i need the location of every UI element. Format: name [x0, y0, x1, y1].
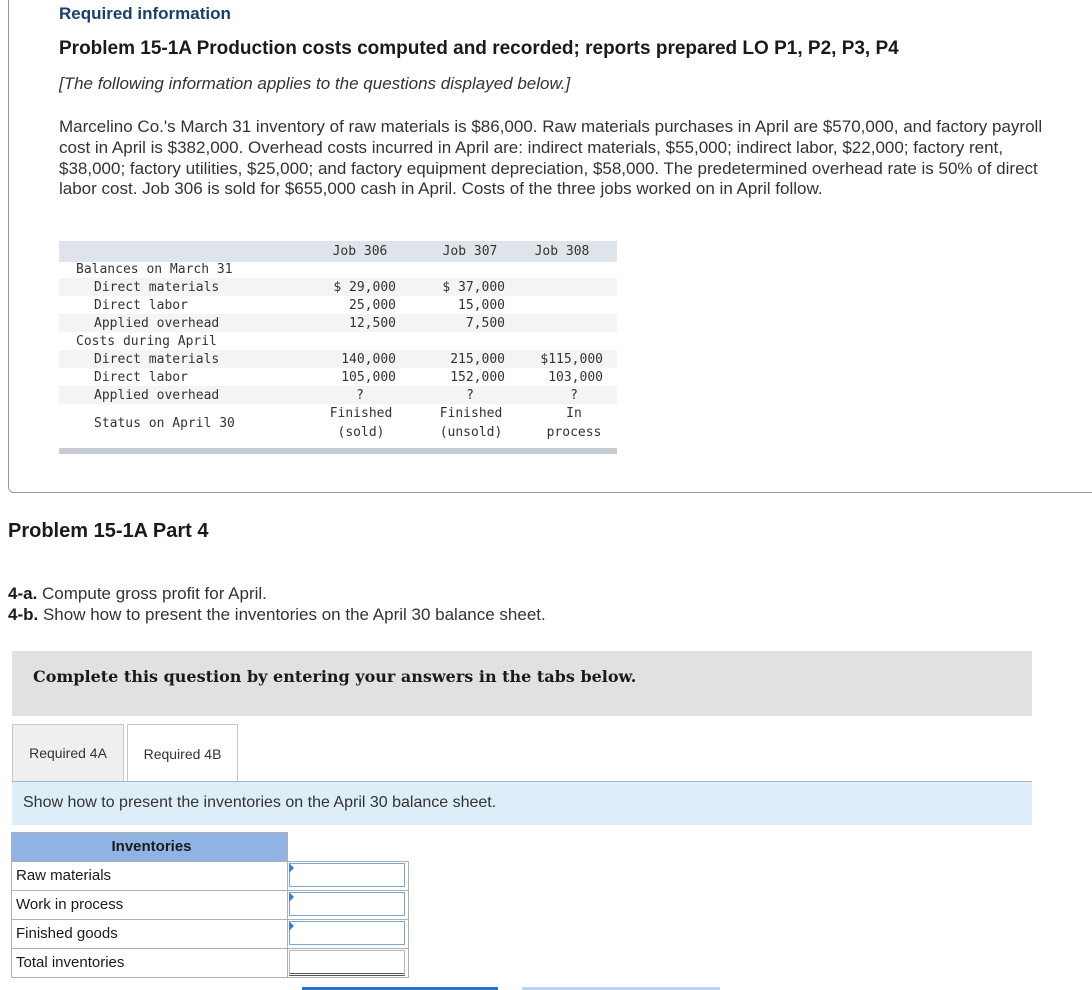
- tab-required-4b[interactable]: [127, 724, 238, 782]
- question-4a: [8, 584, 267, 604]
- tab-required-4a-label: Required 4A: [29, 745, 107, 761]
- status-306-line2: (sold): [337, 425, 385, 440]
- part-title: Problem 15-1A Part 4: [8, 520, 209, 542]
- table-row: [12, 861, 409, 890]
- instruction-bar: [12, 782, 1032, 825]
- col-header-job-308: Job 308: [534, 244, 590, 259]
- balance-dl-307: 15,000: [458, 298, 505, 313]
- question-4b-label: 4-b.: [8, 605, 39, 624]
- question-4a-label: 4-a.: [8, 584, 38, 603]
- work-in-process-label: Work in process: [12, 890, 288, 919]
- cost-oh-307: ?: [466, 388, 474, 403]
- status-308-line2: process: [546, 425, 602, 440]
- balance-dl-306: 25,000: [349, 298, 396, 313]
- col-header-job-307: Job 307: [442, 244, 498, 259]
- tab-required-4a[interactable]: [12, 724, 124, 781]
- cost-dm-306: 140,000: [341, 352, 396, 367]
- table-row: [12, 890, 409, 919]
- inventories-header: Inventories: [12, 833, 288, 862]
- section-balances-label: Balances on March 31: [76, 262, 233, 277]
- cost-dm-307: 215,000: [450, 352, 505, 367]
- cost-dl-308: 103,000: [548, 370, 603, 385]
- problem-title: Problem 15-1A Production costs computed and recorded; reports prepared LO P1, P2, P3, P4: [59, 38, 899, 59]
- cost-oh-306: ?: [356, 388, 364, 403]
- balance-dm-306: $ 29,000: [333, 280, 396, 295]
- row-label-direct-labor: Direct labor: [94, 298, 188, 313]
- finished-goods-label: Finished goods: [12, 919, 288, 948]
- raw-materials-label: Raw materials: [12, 861, 288, 890]
- complete-question-text: Complete this question by entering your answers in the tabs below.: [33, 667, 637, 686]
- cost-dm-308: $115,000: [540, 352, 603, 367]
- question-4a-text: Compute gross profit for April.: [37, 584, 267, 603]
- cost-dl-307: 152,000: [450, 370, 505, 385]
- status-307-line1: Finished: [439, 406, 503, 421]
- question-4b: [8, 605, 546, 625]
- status-307-line2: (unsold): [439, 425, 503, 440]
- balance-dm-307: $ 37,000: [442, 280, 505, 295]
- required-info-heading: Required information: [59, 4, 231, 23]
- input-marker-icon: [289, 892, 294, 902]
- row-label-applied-overhead-april: Applied overhead: [94, 388, 220, 403]
- input-marker-icon: [289, 863, 294, 873]
- instruction-text: Show how to present the inventories on the April 30 balance sheet.: [23, 794, 497, 811]
- row-label-direct-labor-april: Direct labor: [94, 370, 188, 385]
- tab-required-4b-label: Required 4B: [143, 745, 222, 762]
- balance-oh-306: 12,500: [349, 316, 396, 331]
- row-label-applied-overhead: Applied overhead: [94, 316, 220, 331]
- section-costs-label: Costs during April: [76, 334, 217, 349]
- table-row: [12, 919, 409, 948]
- applies-note: [The following information applies to the questions displayed below.]: [59, 74, 571, 93]
- inventories-table: [11, 832, 409, 978]
- job-table-footer-band: [59, 448, 617, 454]
- table-row: [12, 948, 409, 977]
- job-cost-table: [59, 241, 617, 454]
- row-label-direct-materials: Direct materials: [94, 280, 220, 295]
- raw-materials-input[interactable]: [289, 863, 405, 887]
- row-label-direct-materials-april: Direct materials: [94, 352, 220, 367]
- finished-goods-input[interactable]: [289, 921, 405, 945]
- question-4b-text: Show how to present the inventories on the April 30 balance sheet.: [38, 605, 546, 624]
- cost-oh-308: ?: [570, 388, 578, 403]
- balance-oh-307: 7,500: [465, 316, 505, 331]
- cost-dl-306: 105,000: [341, 370, 396, 385]
- status-label: Status on April 30: [94, 416, 235, 431]
- total-inventories-input[interactable]: [289, 950, 405, 976]
- problem-paragraph: Marcelino Co.'s March 31 inventory of raw materials is $86,000. Raw materials purchases in April are $570,000, and factory payroll cost in April is $382,000. Overhead costs incurred in April are: indirect materials, $55,000; indirect labor, $22,000; factory rent, $38,000; factory utilities, $25,000; and factory equipment depreciation, $58,000. The predetermined overhead rate is 50% of direct labor cost. Job 306 is sold for $655,000 cash in April. Costs of the three jobs worked on in April follow.: [59, 117, 1043, 199]
- total-inventories-label: Total inventories: [12, 948, 288, 977]
- input-marker-icon: [289, 921, 294, 931]
- complete-question-banner: [12, 651, 1032, 716]
- work-in-process-input[interactable]: [289, 892, 405, 916]
- status-306-line1: Finished: [329, 406, 393, 421]
- col-header-job-306: Job 306: [332, 244, 388, 259]
- status-308-line1: In: [566, 406, 582, 421]
